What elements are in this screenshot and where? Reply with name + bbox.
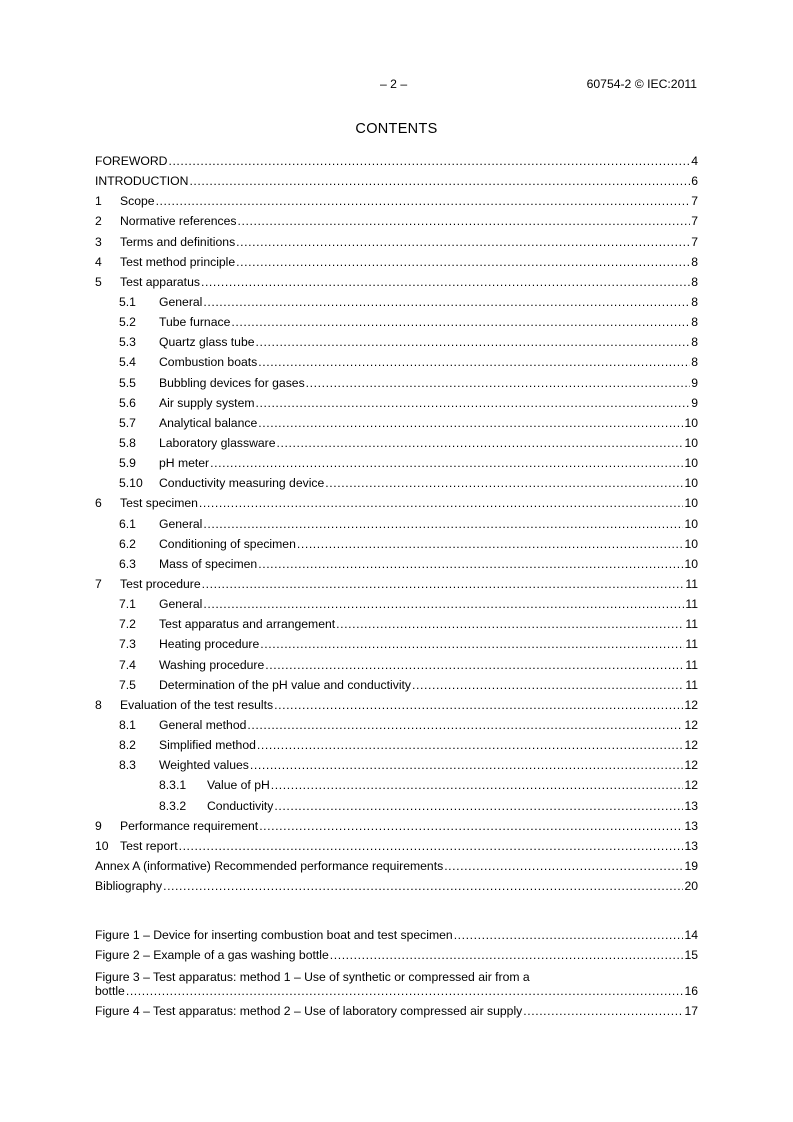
toc-entry[interactable]	[95, 332, 698, 352]
toc-entry-page: 6	[691, 174, 698, 189]
toc-entry-page: 12	[684, 758, 698, 773]
dot-leader	[325, 473, 683, 493]
toc-entry-title: Bubbling devices for gases	[159, 375, 305, 390]
toc-entry-title: Performance requirement	[120, 818, 259, 833]
toc-entry-page: 13	[684, 818, 698, 833]
figure-entry[interactable]	[95, 945, 698, 965]
toc-entry-title: General	[159, 597, 203, 612]
toc-entry-number: 5.7	[119, 415, 136, 430]
toc-entry[interactable]	[95, 735, 698, 755]
toc-entry-page: 11	[685, 637, 698, 652]
toc-entry[interactable]	[95, 715, 698, 735]
toc-entry[interactable]	[95, 534, 698, 554]
dot-leader	[444, 856, 683, 876]
toc-entry-title: Test apparatus and arrangement	[159, 617, 336, 632]
dot-leader	[163, 876, 683, 896]
toc-entry-title: Normative references	[120, 214, 237, 229]
toc-entry-title: Mass of specimen	[159, 556, 258, 571]
toc-entry-page: 10	[684, 415, 698, 430]
list-of-figures	[95, 925, 698, 1021]
dot-leader	[258, 413, 683, 433]
table-of-contents	[95, 151, 698, 896]
toc-entry-title: Test method principle	[120, 254, 236, 269]
toc-entry-page: 10	[684, 435, 698, 450]
toc-entry-number: 7	[95, 576, 102, 591]
toc-entry-number: 5.8	[119, 435, 136, 450]
toc-entry[interactable]	[95, 352, 698, 372]
toc-entry-page: 10	[684, 516, 698, 531]
toc-entry-page: 7	[691, 194, 698, 209]
toc-entry-number: 8.2	[119, 738, 136, 753]
toc-entry-title: Scope	[120, 194, 155, 209]
dot-leader	[236, 252, 690, 272]
toc-entry[interactable]	[95, 876, 698, 896]
toc-entry-page: 8	[691, 254, 698, 269]
dot-leader	[259, 816, 683, 836]
toc-entry[interactable]	[95, 413, 698, 433]
toc-entry-number: 3	[95, 234, 102, 249]
dot-leader	[210, 453, 683, 473]
figure-entry[interactable]	[95, 1001, 698, 1021]
toc-entry-number: 8.3.2	[159, 798, 187, 813]
figure-entry-title: Figure 3 – Test apparatus: method 1 – Use of synthetic or compressed air from a	[95, 969, 530, 984]
toc-entry-number: 4	[95, 254, 102, 269]
toc-entry-number: 5.6	[119, 395, 136, 410]
toc-entry-title: Determination of the pH value and conductivity	[159, 677, 412, 692]
dot-leader	[203, 514, 683, 534]
toc-entry-page: 12	[684, 697, 698, 712]
toc-entry[interactable]	[95, 211, 698, 231]
figure-entry-title: Figure 4 – Test apparatus: method 2 – Use of laboratory compressed air supply	[95, 1003, 523, 1018]
toc-entry-title: Conductivity	[207, 798, 274, 813]
toc-entry-number: 6.3	[119, 556, 136, 571]
toc-entry-page: 11	[685, 617, 698, 632]
toc-entry-number: 8.3	[119, 758, 136, 773]
dot-leader	[203, 594, 684, 614]
dot-leader	[258, 352, 690, 372]
toc-entry-number: 7.2	[119, 617, 136, 632]
dot-leader	[247, 715, 683, 735]
figure-entry-title: Figure 2 – Example of a gas washing bottle	[95, 948, 329, 963]
toc-entry[interactable]	[95, 493, 698, 513]
toc-entry-number: 6	[95, 496, 102, 511]
dot-leader	[203, 292, 690, 312]
page-number: – 2 –	[380, 77, 408, 91]
toc-entry-title: Combustion boats	[159, 355, 258, 370]
toc-entry-page: 8	[691, 294, 698, 309]
toc-entry[interactable]	[95, 816, 698, 836]
toc-entry[interactable]	[95, 755, 698, 775]
toc-entry-page: 7	[691, 214, 698, 229]
toc-entry-title: Annex A (informative) Recommended performance requirements	[95, 858, 444, 873]
toc-entry-page: 20	[684, 879, 698, 894]
dot-leader	[201, 272, 690, 292]
toc-entry[interactable]	[95, 634, 698, 654]
dot-leader	[179, 836, 684, 856]
toc-entry-title: Tube furnace	[159, 315, 231, 330]
toc-entry-page: 7	[691, 234, 698, 249]
toc-entry-number: 9	[95, 818, 102, 833]
toc-entry-page: 11	[685, 657, 698, 672]
toc-entry-title: Analytical balance	[159, 415, 258, 430]
toc-entry-page: 10	[684, 536, 698, 551]
dot-leader	[168, 151, 690, 171]
toc-entry-page: 12	[684, 717, 698, 732]
toc-entry[interactable]	[95, 614, 698, 634]
toc-entry-number: 5.10	[119, 476, 143, 491]
toc-entry[interactable]	[95, 594, 698, 614]
figure-entry-title: Figure 1 – Device for inserting combustion boat and test specimen	[95, 928, 453, 942]
toc-entry-number: 6.2	[119, 536, 136, 551]
toc-entry-number: 5.9	[119, 456, 136, 471]
toc-entry-number: 5	[95, 274, 102, 289]
toc-entry-title: Terms and definitions	[120, 234, 236, 249]
dot-leader	[256, 393, 691, 413]
toc-entry-number: 10	[95, 838, 109, 853]
toc-entry-number: 5.3	[119, 335, 136, 350]
toc-entry-number: 2	[95, 214, 102, 229]
toc-entry-title: Test apparatus	[120, 274, 200, 289]
toc-entry-page: 8	[691, 315, 698, 330]
toc-entry-number: 7.4	[119, 657, 136, 672]
toc-entry-number: 8.1	[119, 717, 136, 732]
toc-entry-page: 12	[684, 778, 698, 793]
toc-entry-number: 5.4	[119, 355, 136, 370]
toc-entry-page: 8	[691, 355, 698, 370]
toc-entry-page: 10	[684, 476, 698, 491]
dot-leader	[271, 775, 684, 795]
toc-entry[interactable]	[95, 312, 698, 332]
toc-entry-number: 6.1	[119, 516, 136, 531]
dot-leader	[277, 433, 684, 453]
toc-entry[interactable]	[95, 675, 698, 695]
toc-entry-title: Value of pH	[207, 778, 270, 793]
page-title: CONTENTS	[355, 121, 438, 137]
toc-entry-number: 1	[95, 194, 102, 209]
toc-entry-title: General	[159, 516, 203, 531]
toc-entry-page: 11	[685, 677, 698, 692]
figure-entry-title-continued: bottle	[95, 983, 125, 998]
toc-entry-title: FOREWORD	[95, 154, 168, 168]
toc-entry-page: 13	[684, 838, 698, 853]
document-reference: 60754-2 © IEC:2011	[586, 77, 697, 91]
toc-entry[interactable]	[95, 232, 698, 252]
dot-leader	[454, 925, 684, 945]
toc-entry[interactable]	[95, 514, 698, 534]
toc-entry[interactable]	[95, 775, 698, 795]
dot-leader	[258, 554, 683, 574]
toc-entry[interactable]	[95, 473, 698, 493]
toc-entry[interactable]	[95, 655, 698, 675]
dot-leader	[231, 312, 690, 332]
toc-entry-number: 7.1	[119, 597, 136, 612]
toc-entry-number: 5.1	[119, 294, 136, 309]
toc-entry-title: Conditioning of specimen	[159, 536, 296, 551]
toc-entry-title: Heating procedure	[159, 637, 260, 652]
toc-entry[interactable]	[95, 393, 698, 413]
toc-entry-title: Bibliography	[95, 879, 163, 894]
toc-entry-title: Evaluation of the test results	[120, 697, 274, 712]
toc-entry-page: 4	[691, 154, 698, 168]
toc-entry-page: 13	[684, 798, 698, 813]
dot-leader	[238, 211, 691, 231]
toc-entry-title: Test report	[120, 838, 178, 853]
toc-entry-page: 11	[685, 597, 698, 612]
figure-entry-page: 17	[684, 1003, 698, 1018]
toc-entry-title: Laboratory glassware	[159, 435, 276, 450]
toc-entry-title: Washing procedure	[159, 657, 265, 672]
toc-entry[interactable]	[95, 373, 698, 393]
toc-entry[interactable]	[95, 554, 698, 574]
toc-entry-title: Quartz glass tube	[159, 335, 255, 350]
toc-entry-number: 7.5	[119, 677, 136, 692]
figure-entry-page: 16	[684, 983, 698, 998]
dot-leader	[199, 493, 684, 513]
toc-entry-number: 7.3	[119, 637, 136, 652]
toc-entry-page: 10	[684, 556, 698, 571]
toc-entry-page: 9	[691, 375, 698, 390]
toc-entry[interactable]	[95, 272, 698, 292]
toc-entry[interactable]	[95, 695, 698, 715]
dot-leader	[336, 614, 684, 634]
dot-leader	[256, 332, 691, 352]
dot-leader	[523, 1001, 683, 1021]
toc-entry[interactable]	[95, 252, 698, 272]
dot-leader	[202, 574, 685, 594]
toc-entry-title: Simplified method	[159, 738, 256, 753]
toc-entry-page: 19	[684, 858, 698, 873]
toc-entry[interactable]	[95, 171, 698, 191]
toc-entry-title: General method	[159, 717, 247, 732]
toc-entry-title: pH meter	[159, 456, 210, 471]
toc-entry[interactable]	[95, 796, 698, 816]
dot-leader	[236, 232, 690, 252]
figure-entry-page: 14	[684, 928, 698, 942]
toc-entry-title: Air supply system	[159, 395, 255, 410]
toc-entry[interactable]	[95, 191, 698, 211]
dot-leader	[297, 534, 684, 554]
toc-entry-title: General	[159, 294, 203, 309]
dot-leader	[412, 675, 684, 695]
dot-leader	[274, 796, 683, 816]
dot-leader	[265, 655, 684, 675]
toc-entry-number: 8.3.1	[159, 778, 187, 793]
toc-entry[interactable]	[95, 151, 698, 171]
toc-entry-page: 11	[685, 576, 698, 591]
toc-entry[interactable]	[95, 433, 698, 453]
toc-entry-title: Weighted values	[159, 758, 249, 773]
toc-entry-page: 12	[684, 738, 698, 753]
dot-leader	[189, 171, 690, 191]
toc-entry-page: 8	[691, 274, 698, 289]
toc-entry-page: 10	[684, 496, 698, 511]
toc-entry[interactable]	[95, 453, 698, 473]
toc-entry-title: INTRODUCTION	[95, 174, 189, 189]
dot-leader	[126, 984, 684, 998]
dot-leader	[260, 634, 684, 654]
toc-entry[interactable]	[95, 292, 698, 312]
dot-leader	[330, 945, 684, 965]
figure-entry[interactable]	[95, 966, 698, 1001]
toc-entry-number: 8	[95, 697, 102, 712]
toc-entry-number: 5.2	[119, 315, 136, 330]
dot-leader	[306, 373, 691, 393]
toc-entry-title: Test procedure	[120, 576, 201, 591]
toc-entry-page: 8	[691, 335, 698, 350]
dot-leader	[250, 755, 684, 775]
toc-entry[interactable]	[95, 856, 698, 876]
toc-entry-title: Conductivity measuring device	[159, 476, 325, 491]
dot-leader	[274, 695, 683, 715]
toc-entry[interactable]	[95, 574, 698, 594]
figure-entry-continuation	[95, 984, 698, 998]
dot-leader	[156, 191, 691, 211]
toc-entry-title: Test specimen	[120, 496, 198, 511]
figure-entry-page: 15	[684, 948, 698, 963]
dot-leader	[257, 735, 684, 755]
toc-entry-page: 9	[691, 395, 698, 410]
toc-entry-page: 10	[684, 456, 698, 471]
toc-entry-number: 5.5	[119, 375, 136, 390]
toc-entry[interactable]	[95, 836, 698, 856]
figure-entry[interactable]	[95, 925, 698, 945]
